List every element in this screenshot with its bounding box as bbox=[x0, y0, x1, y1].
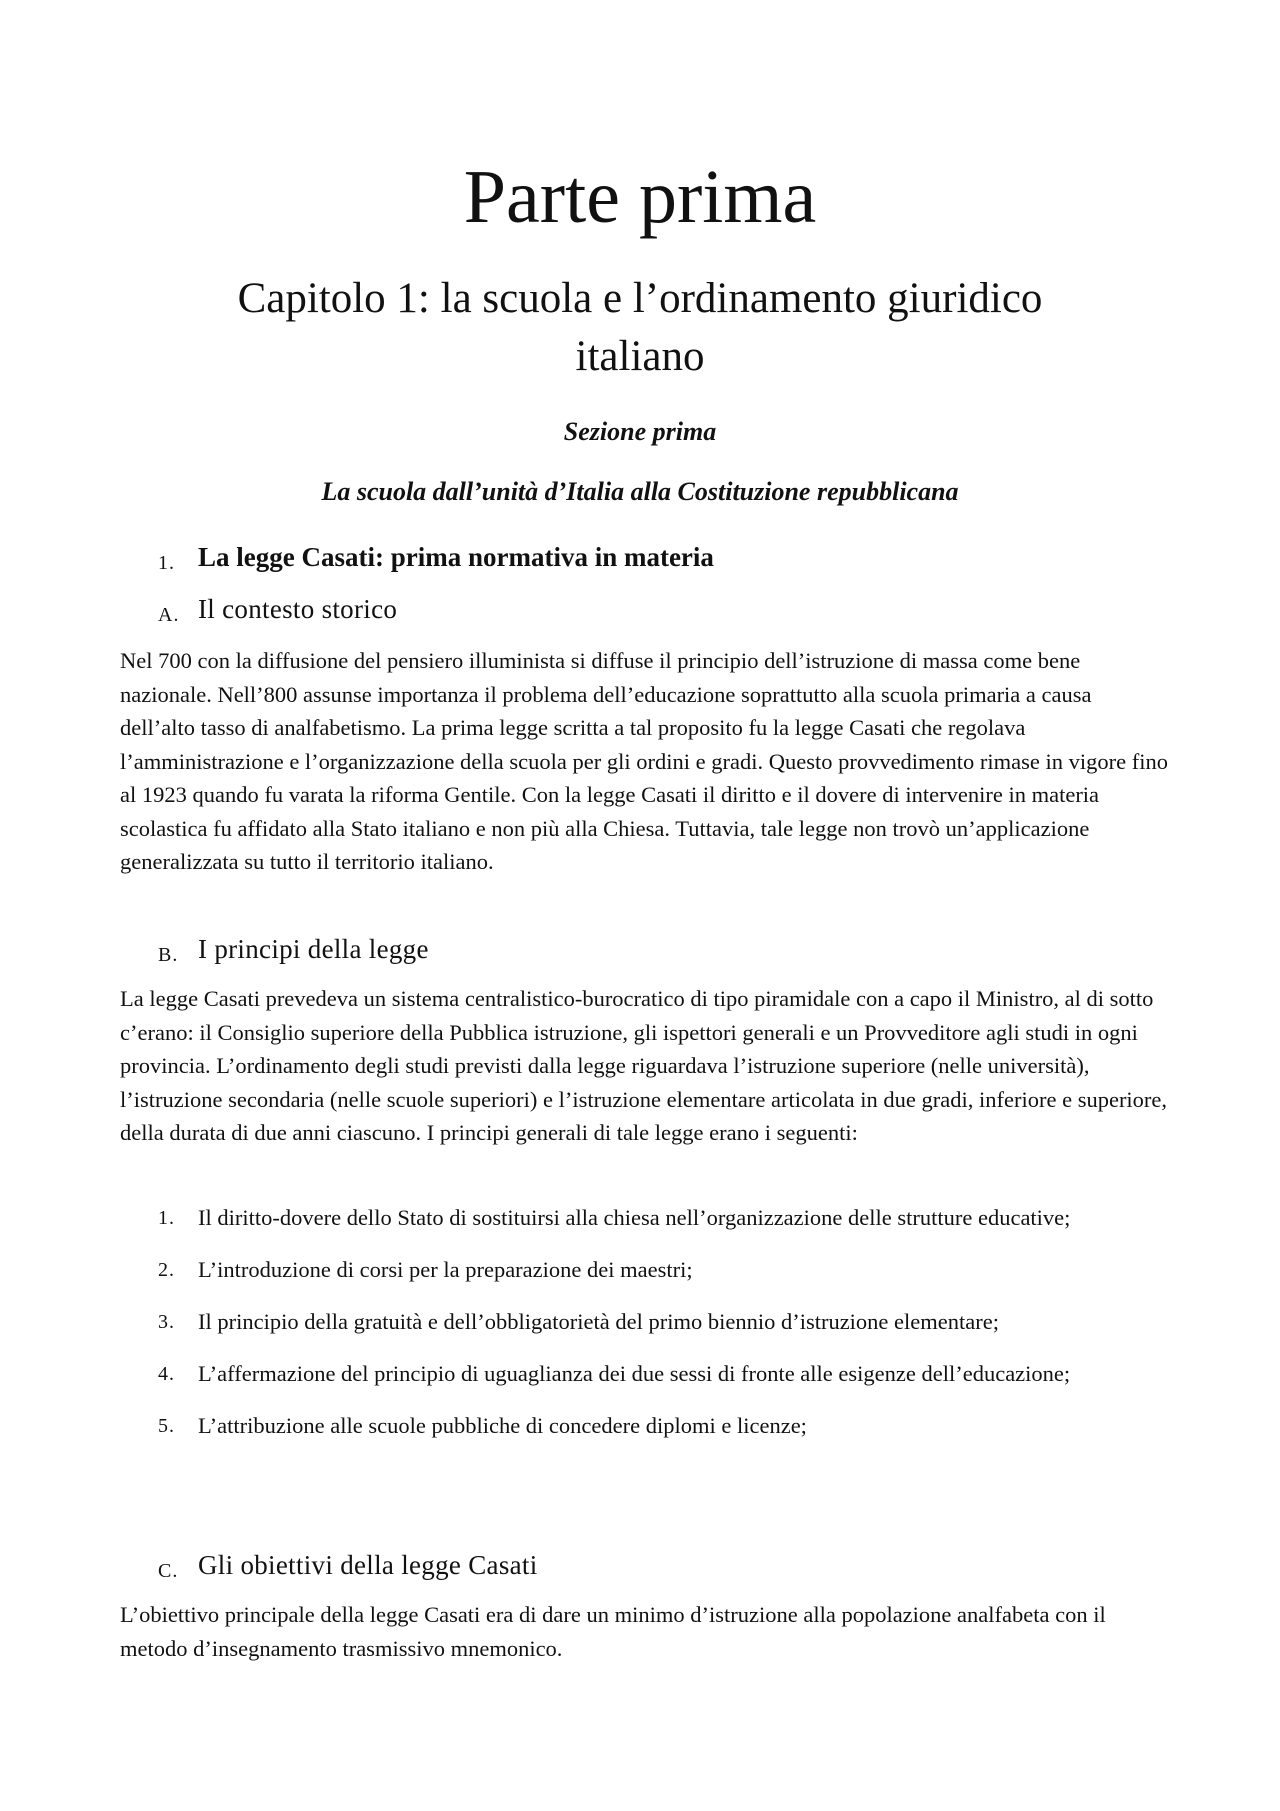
heading-text: Il contesto storico bbox=[198, 594, 398, 624]
list-item bbox=[120, 1411, 1170, 1441]
principles-list bbox=[120, 1203, 1170, 1441]
heading-number: 1. bbox=[158, 552, 175, 574]
heading-letter: C. bbox=[158, 1560, 179, 1582]
list-item-text: Il diritto-dovere dello Stato di sostituirsi alla chiesa nell’organizzazione delle strutture educative; bbox=[198, 1205, 1071, 1230]
list-item-text: L’introduzione di corsi per la preparazione dei maestri; bbox=[198, 1257, 693, 1282]
list-item-number: 1. bbox=[158, 1207, 175, 1229]
list-item-number: 4. bbox=[158, 1363, 175, 1385]
heading-letter: A. bbox=[158, 604, 180, 626]
list-item-text: L’affermazione del principio di uguaglianza dei due sessi di fronte alle esigenze dell’educazione; bbox=[198, 1361, 1071, 1386]
list-item bbox=[120, 1203, 1170, 1233]
paragraph-obiettivi-legge: L’obiettivo principale della legge Casati era di dare un minimo d’istruzione alla popolazione analfabeta con il metodo d’insegnamento trasmissivo mnemonico. bbox=[120, 1602, 1106, 1661]
chapter-title: Capitolo 1: la scuola e l’ordinamento giuridico italiano bbox=[237, 275, 1043, 380]
section-subtitle: La scuola dall’unità d’Italia alla Costituzione repubblicana bbox=[321, 477, 959, 506]
list-item bbox=[120, 1359, 1170, 1389]
part-title: Parte prima bbox=[463, 155, 817, 239]
list-item bbox=[120, 1307, 1170, 1337]
paragraph-principi-legge: La legge Casati prevedeva un sistema centralistico-burocratico di tipo piramidale con a capo il Ministro, al di sotto c’erano: il Consiglio superiore della Pubblica istruzione, gli ispettori generali e un Provveditore agli studi in ogni provincia. L’ordinamento degli studi previsti dalla legge riguardava l’istruzione superiore (nelle università), l’istruzione secondaria (nelle scuole superiori) e l’istruzione elementare articolata in due gradi, inferiore e superiore, della durata di due anni ciascuno. I principi generali di tale legge erano i seguenti: bbox=[120, 986, 1168, 1145]
list-item-number: 5. bbox=[158, 1415, 175, 1437]
paragraph-contesto-storico: Nel 700 con la diffusione del pensiero illuminista si diffuse il principio dell’istruzione di massa come bene nazionale. Nell’800 assunse importanza il problema dell’educazione soprattutto alla scuola primaria a causa dell’alto tasso di analfabetismo. La prima legge scritta a tal proposito fu la legge Casati che regolava l’amministrazione e l’organizzazione della scuola per gli ordini e gradi. Questo provvedimento rimase in vigore fino al 1923 quando fu varata la riforma Gentile. Con la legge Casati il diritto e il dovere di intervenire in materia scolastica fu affidato alla Stato italiano e non più alla Chiesa. Tuttavia, tale legge non trovò un’applicazione generalizzata su tutto il territorio italiano. bbox=[120, 648, 1168, 874]
heading-letter: B. bbox=[158, 944, 179, 966]
list-item-text: L’attribuzione alle scuole pubbliche di concedere diplomi e licenze; bbox=[198, 1413, 807, 1438]
list-item-number: 3. bbox=[158, 1311, 175, 1333]
heading-text: Gli obiettivi della legge Casati bbox=[198, 1550, 538, 1580]
list-item bbox=[120, 1255, 1170, 1285]
list-item-number: 2. bbox=[158, 1259, 175, 1281]
heading-text: La legge Casati: prima normativa in materia bbox=[198, 542, 714, 572]
heading-text: I principi della legge bbox=[198, 934, 429, 964]
section-label: Sezione prima bbox=[563, 417, 717, 446]
list-item-text: Il principio della gratuità e dell’obbligatorietà del primo biennio d’istruzione elementare; bbox=[198, 1309, 999, 1334]
